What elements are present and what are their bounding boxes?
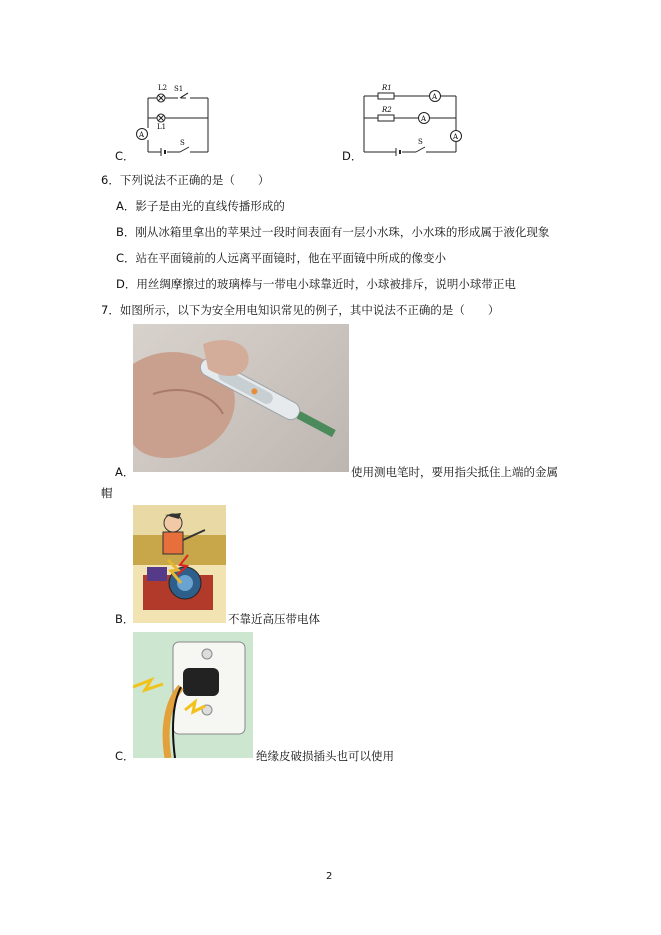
circuit-d-label: D． <box>342 149 363 163</box>
high-voltage-cartoon <box>133 505 226 623</box>
circuit-d-figure <box>356 80 466 160</box>
q7-stem: 7．如图所示，以下为安全用电知识常见的例子，其中说法不正确的是（ ） <box>101 303 500 317</box>
q6-stem: 6．下列说法不正确的是（ ） <box>101 173 270 187</box>
label-l1: L1 <box>157 123 167 131</box>
label-ammeter-1: A <box>432 93 438 101</box>
label-ammeter-3: A <box>453 133 459 141</box>
q6-option-a: A．影子是由光的直线传播形成的 <box>116 199 285 213</box>
q6-option-b: B．刚从冰箱里拿出的苹果过一段时间表面有一层小水珠，小水珠的形成属于液化现象 <box>116 225 550 239</box>
label-s1: S1 <box>174 85 184 93</box>
label-l2: L2 <box>158 84 168 92</box>
q7-option-b-text: 不靠近高压带电体 <box>228 612 320 626</box>
label-ammeter: A <box>139 131 145 139</box>
q7-option-a-text: 使用测电笔时，要用指尖抵住上端的金属 <box>351 465 558 479</box>
circuit-c-label: C． <box>115 149 135 163</box>
label-r2: R2 <box>382 106 392 114</box>
test-pen-photo <box>133 324 349 472</box>
q7-option-c-text: 绝缘皮破损插头也可以使用 <box>256 749 394 763</box>
q7-option-c-label: C． <box>115 749 135 763</box>
label-r1: R1 <box>382 84 392 92</box>
q7-option-a-label: A． <box>115 465 135 479</box>
label-s: S <box>418 138 423 146</box>
q6-option-c: C．站在平面镜前的人远离平面镜时，他在平面镜中所成的像变小 <box>116 251 447 265</box>
page-number: 2 <box>326 871 333 882</box>
label-ammeter-2: A <box>421 115 427 123</box>
label-s: S <box>180 139 185 147</box>
q6-option-d: D．用丝绸摩擦过的玻璃棒与一带电小球靠近时，小球被排斥，说明小球带正电 <box>116 277 516 291</box>
damaged-plug-cartoon <box>133 632 253 758</box>
q7-option-b-label: B． <box>115 612 135 626</box>
circuit-c-figure <box>128 78 214 158</box>
q7-option-a-text-cont: 帽 <box>101 486 113 500</box>
